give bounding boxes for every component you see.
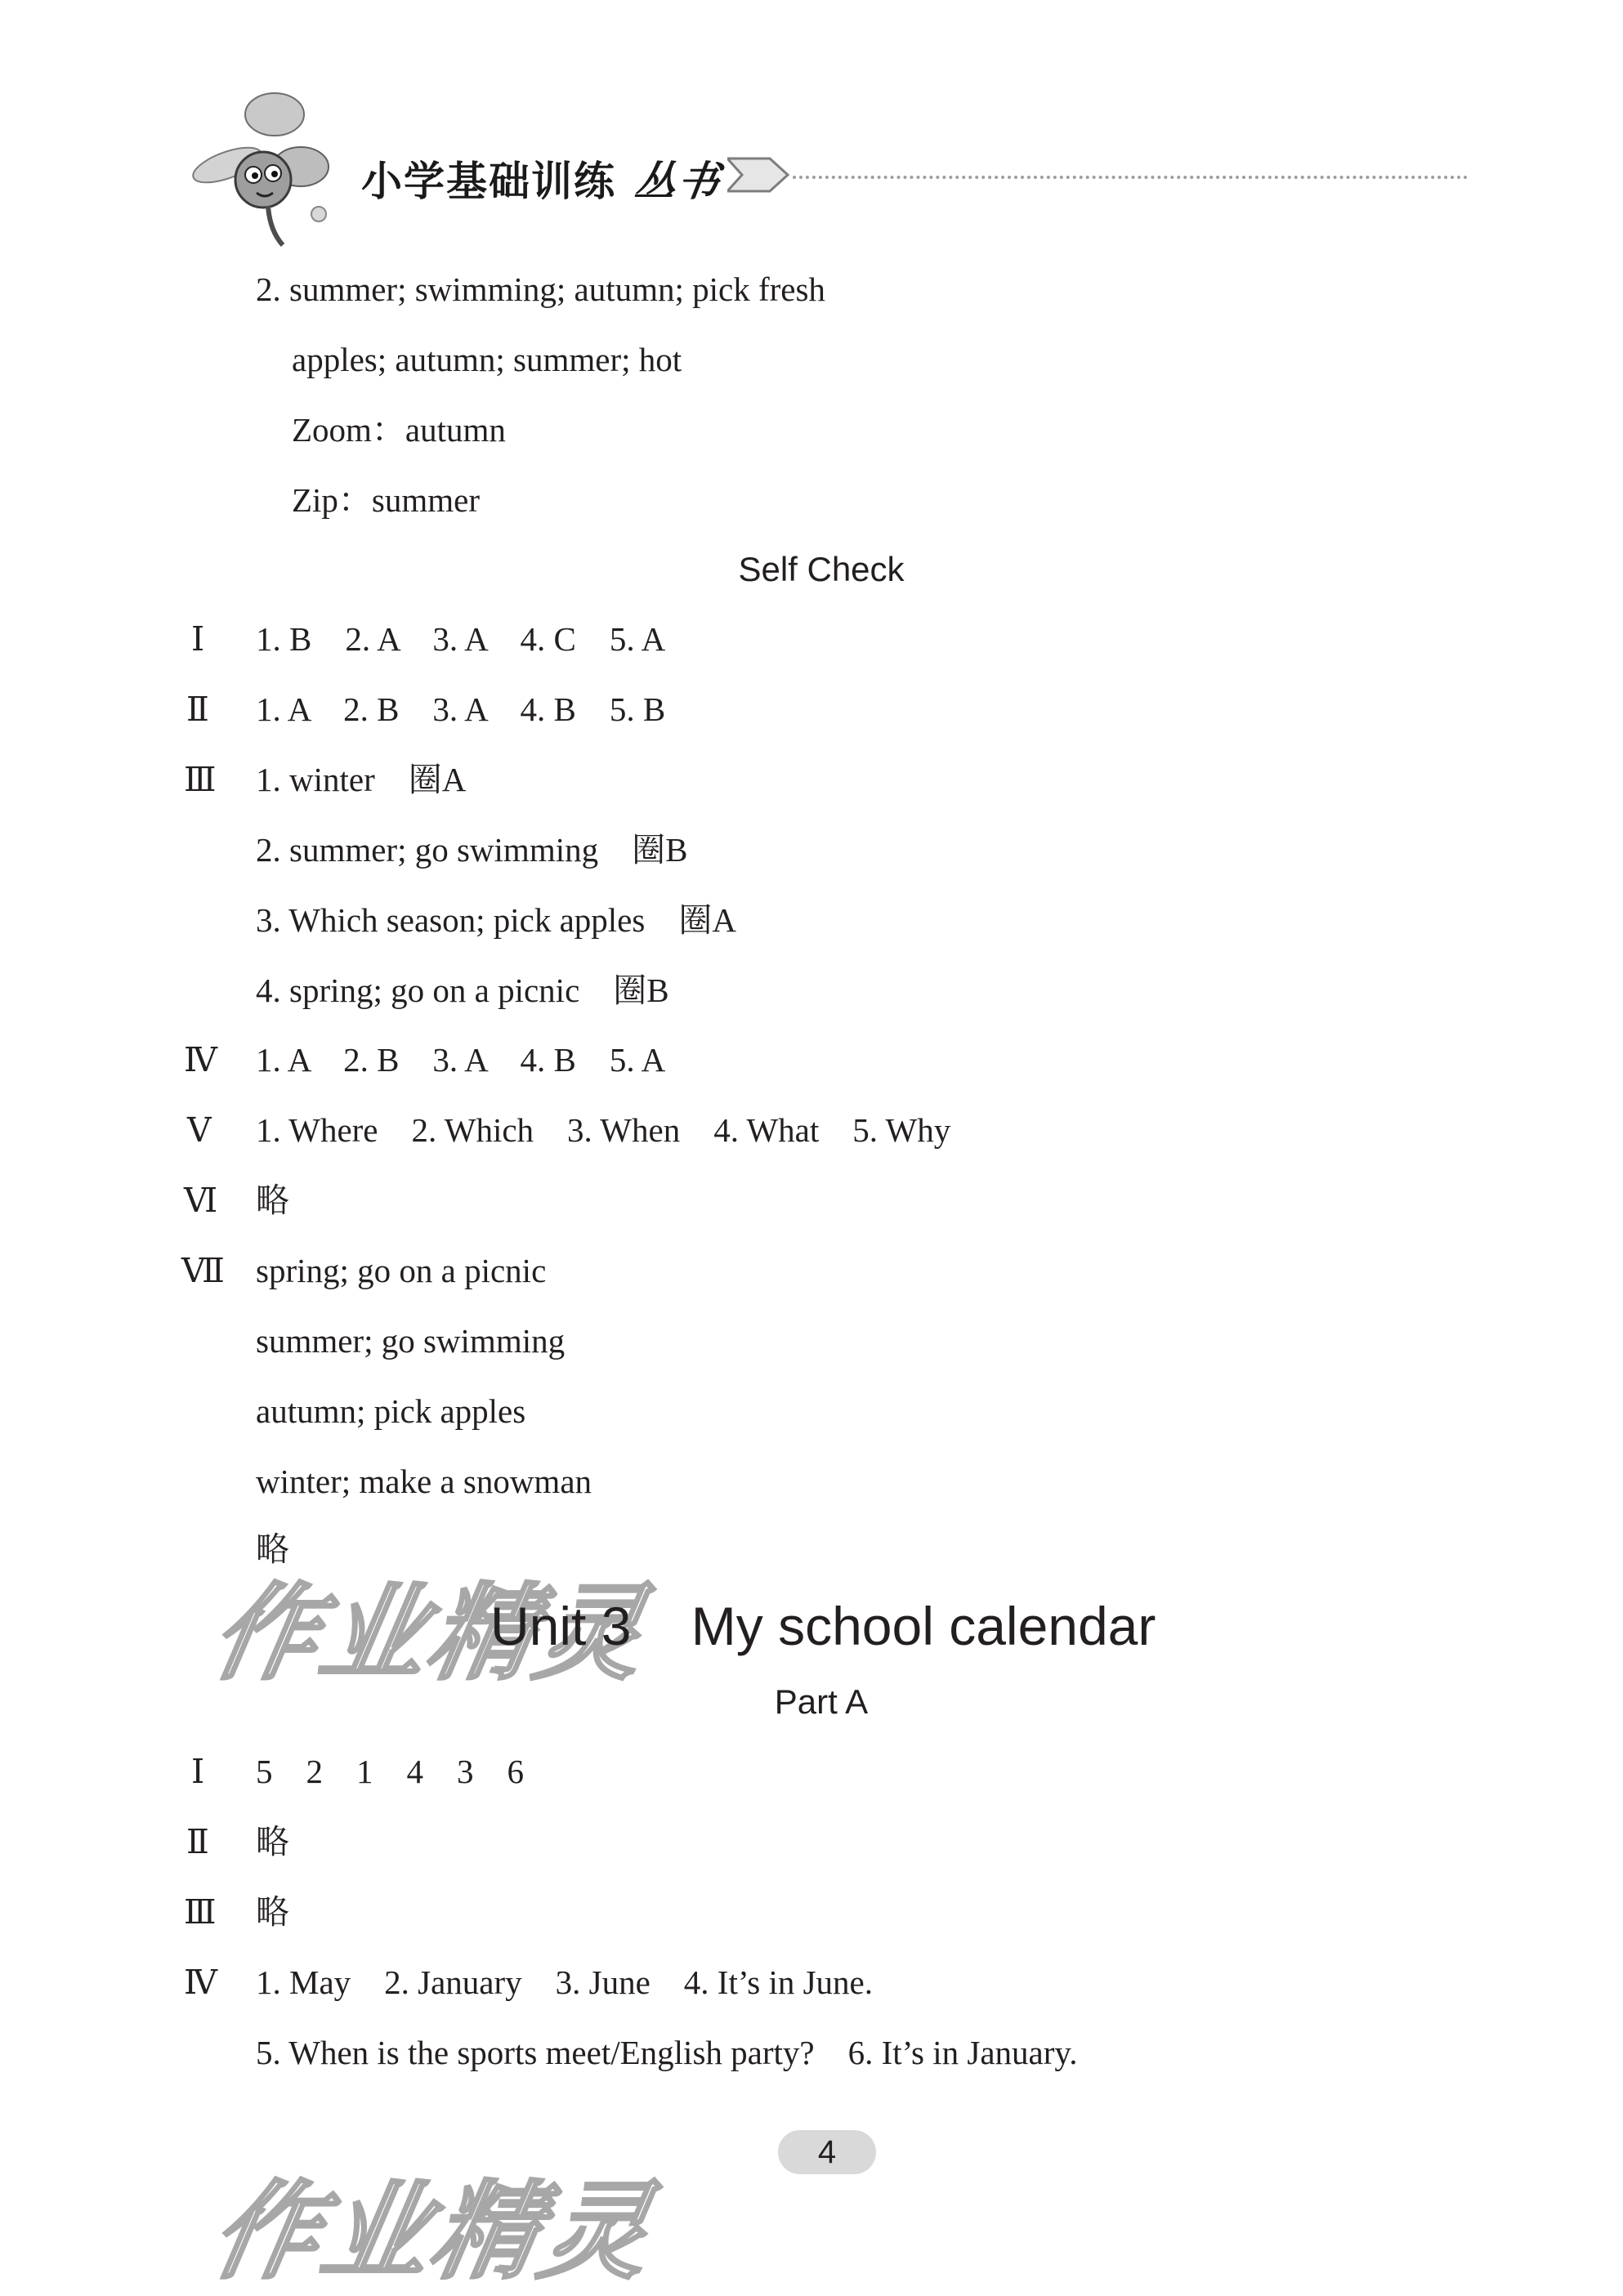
section-number: Ⅶ: [181, 1252, 225, 1289]
answer-line: 略: [256, 1893, 289, 1931]
answer-line: 1. winter 圈A: [256, 761, 467, 798]
header-dotted-rule: [793, 176, 1468, 179]
answer-line: autumn; pick apples: [256, 1392, 526, 1430]
answer-line: 略: [256, 1823, 289, 1860]
section-number: Ⅰ: [191, 1753, 205, 1790]
answer-line: 3. Which season; pick apples 圈A: [256, 901, 736, 939]
answer-line: 5 2 1 4 3 6: [256, 1753, 524, 1790]
answer-line: Zoom：autumn: [292, 411, 506, 449]
answer-line: 1. May 2. January 3. June 4. It’s in June.: [256, 1963, 873, 2001]
self-check-heading: Self Check: [738, 550, 905, 588]
answer-line: 1. A 2. B 3. A 4. B 5. B: [256, 690, 666, 728]
answer-line: 1. Where 2. Which 3. When 4. What 5. Why: [256, 1111, 951, 1149]
watermark-lower: 作业精灵: [203, 2169, 664, 2294]
unit-title: Unit 3 My school calendar: [490, 1596, 1156, 1656]
answer-line: winter; make a snowman: [256, 1463, 592, 1500]
answer-line: 2. summer; swimming; autumn; pick fresh: [256, 270, 825, 308]
section-number: Ⅵ: [184, 1182, 218, 1219]
section-number: Ⅲ: [184, 1893, 217, 1931]
section-number: Ⅳ: [184, 1041, 217, 1079]
section-number: Ⅰ: [191, 620, 205, 658]
ribbon-arrow-icon: [727, 150, 793, 199]
answer-line: 5. When is the sports meet/English party? 6. It’s in January.: [256, 2034, 1078, 2071]
section-number: Ⅴ: [187, 1111, 212, 1149]
answer-line: spring; go on a picnic: [256, 1252, 547, 1289]
book-title-text: 小学基础训练: [361, 158, 616, 205]
answer-line: 略: [256, 1530, 289, 1568]
answer-line: 略: [256, 1182, 289, 1219]
answer-line: 4. spring; go on a picnic 圈B: [256, 972, 669, 1009]
series-label: 丛书: [632, 158, 724, 205]
part-heading: Part A: [774, 1682, 869, 1721]
watermark-upper: 作业精灵: [203, 1573, 657, 1695]
page-number: 4: [778, 2130, 876, 2174]
sprout-mascot-logo: [178, 75, 358, 255]
section-number: Ⅱ: [186, 690, 209, 728]
section-number: Ⅳ: [184, 1963, 217, 2001]
answer-line: apples; autumn; summer; hot: [292, 341, 682, 378]
answer-line: 1. B 2. A 3. A 4. C 5. A: [256, 620, 666, 658]
answer-line: Zip：summer: [292, 481, 481, 519]
answer-line: 2. summer; go swimming 圈B: [256, 831, 688, 869]
answer-line: 1. A 2. B 3. A 4. B 5. A: [256, 1041, 666, 1079]
answer-line: summer; go swimming: [256, 1322, 566, 1360]
section-number: Ⅱ: [186, 1823, 209, 1860]
section-number: Ⅲ: [184, 761, 217, 798]
book-series-title: [361, 149, 729, 208]
